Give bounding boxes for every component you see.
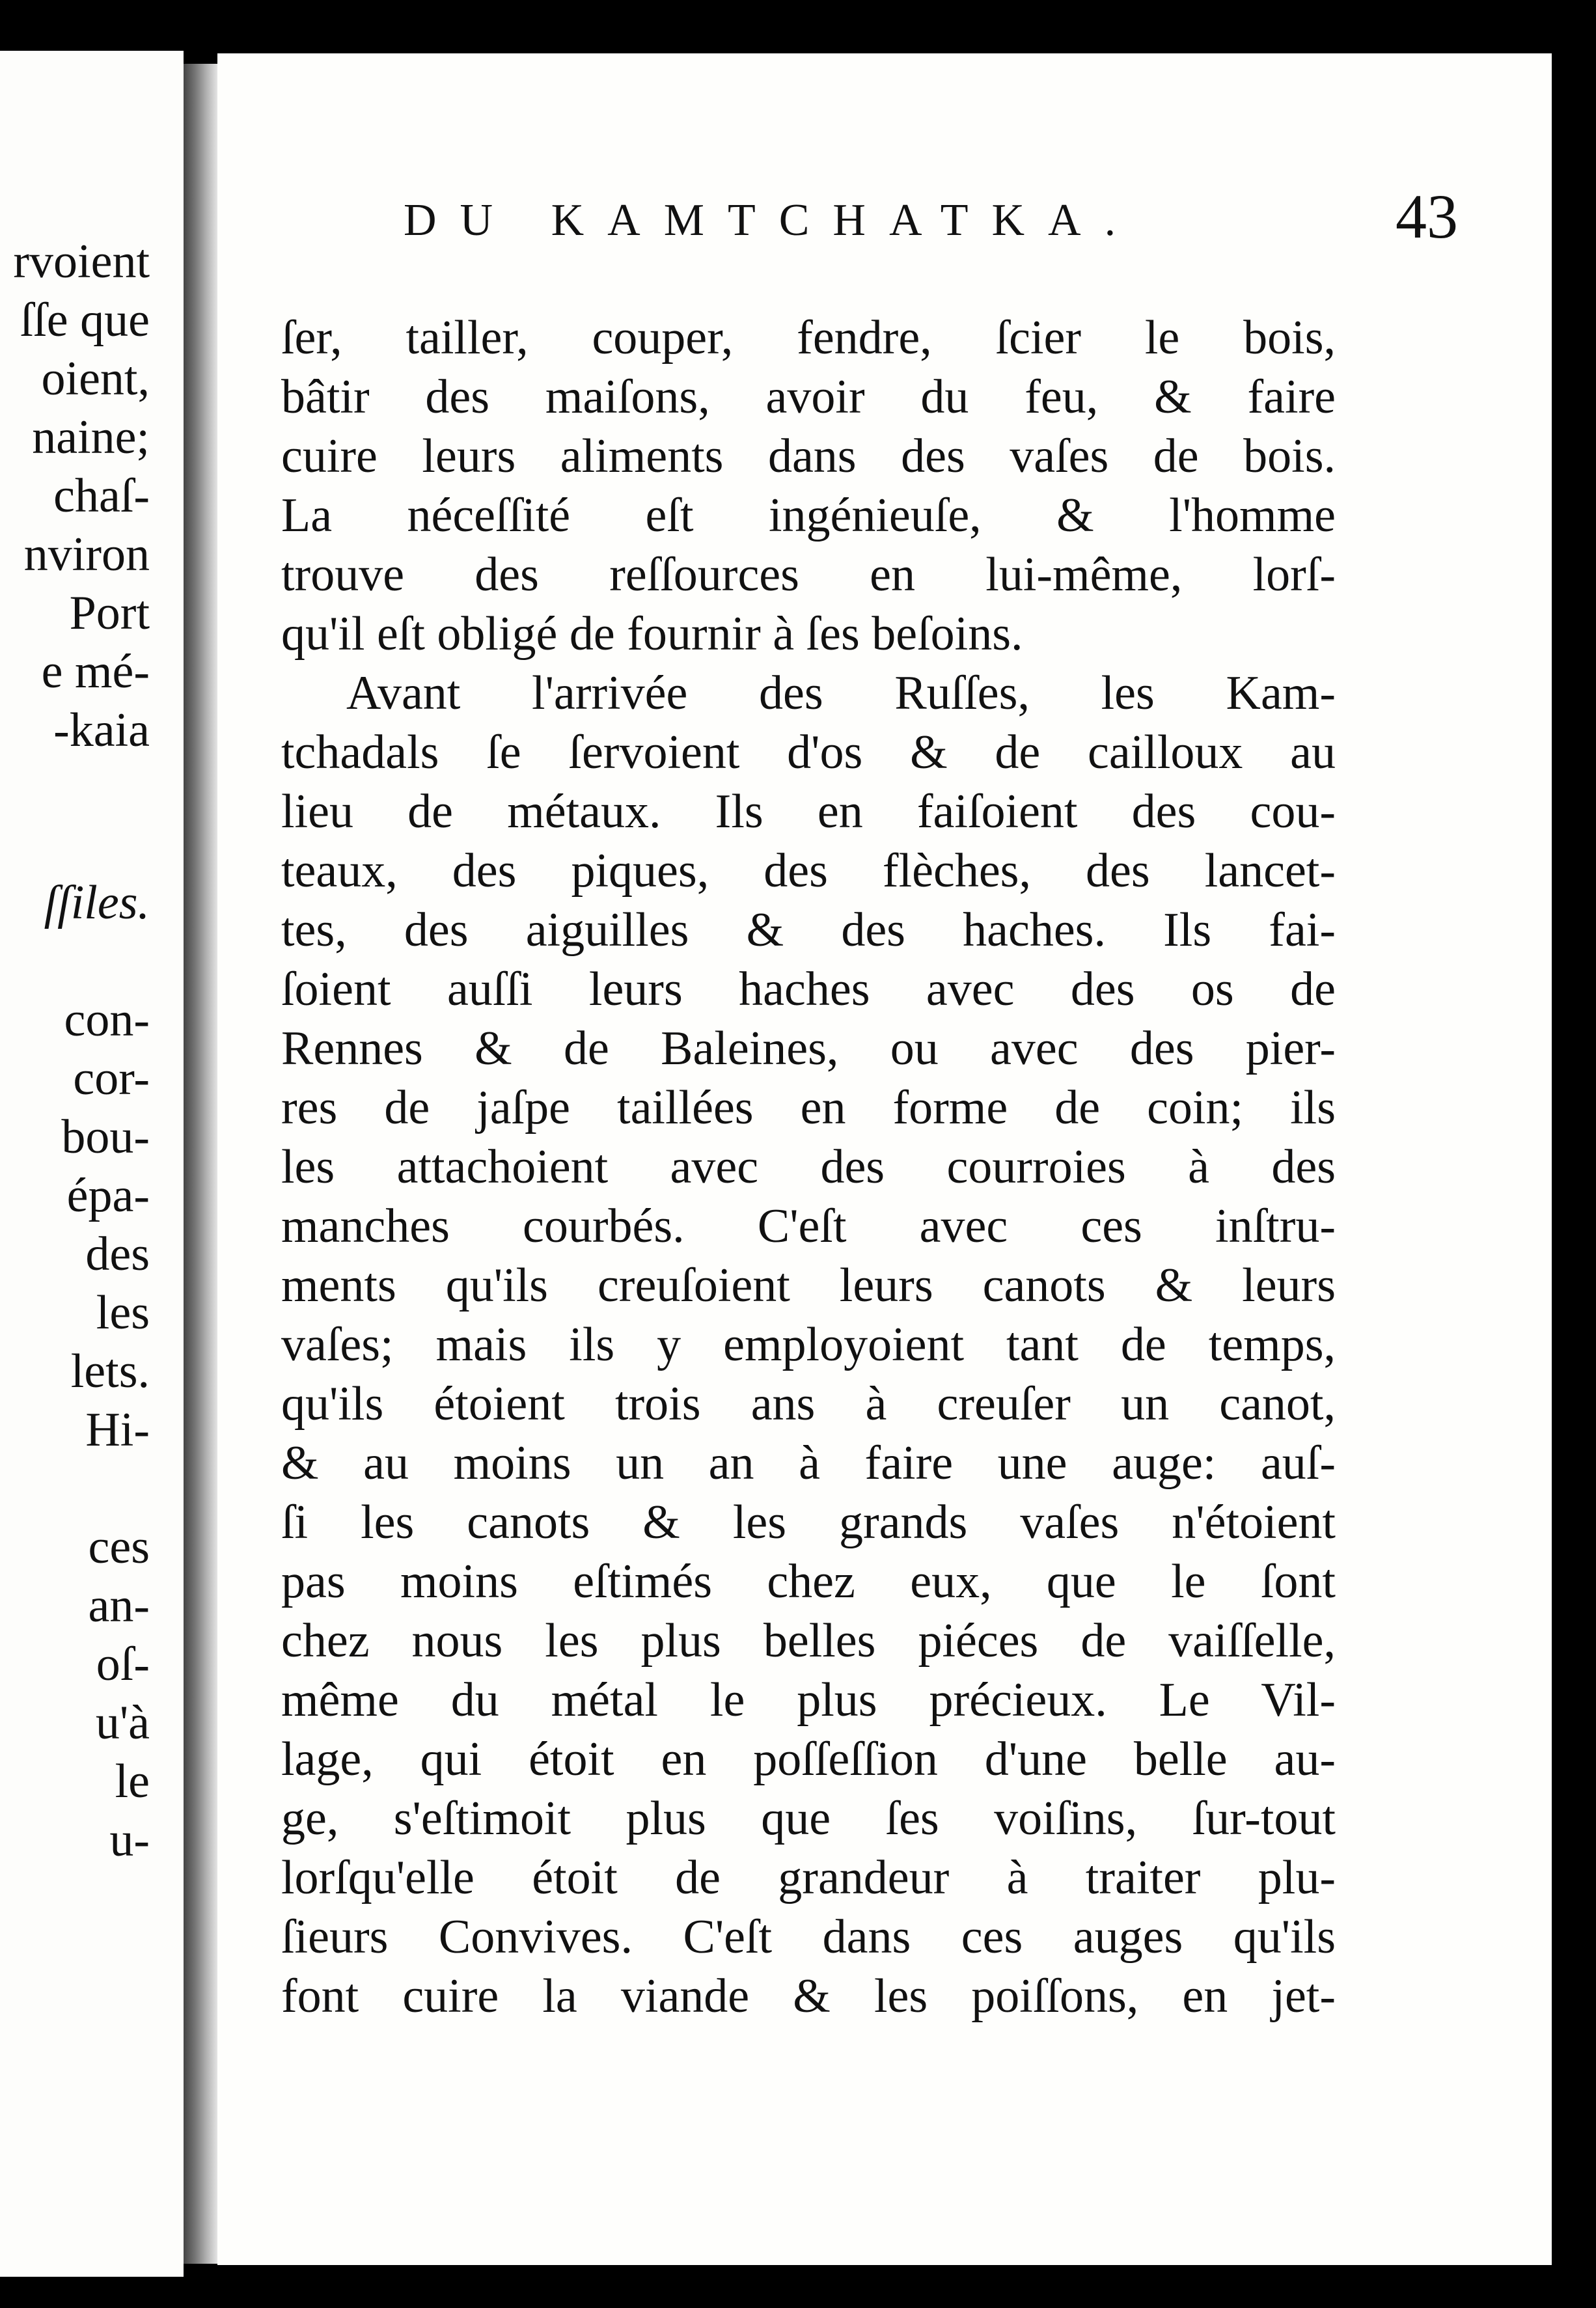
text-line: chez nous les plus belles piéces de vaiſſelle, (281, 1614, 1336, 1668)
text-line: qu'ils étoient trois ans à creuſer un canot, (281, 1377, 1336, 1431)
facing-page-text-fragment: Port (69, 586, 150, 640)
facing-page-text-fragment: les (96, 1286, 150, 1339)
facing-page-text-fragment: oſ- (96, 1638, 150, 1691)
facing-page-text-fragment: u'à (95, 1696, 150, 1750)
text-line: & au moins un an à faire une auge: auſ- (281, 1436, 1336, 1490)
text-line: ſi les canots & les grands vaſes n'étoient (281, 1496, 1336, 1549)
text-line: lorſqu'elle étoit de grandeur à traiter plu- (281, 1851, 1336, 1904)
facing-page-text-fragment: ces (88, 1520, 150, 1574)
running-title: DU KAMTCHATKA. (404, 195, 1140, 245)
facing-page-text-fragment: naine; (32, 411, 150, 464)
body-text (281, 309, 1336, 2026)
facing-page-text-fragment: bou- (61, 1110, 150, 1164)
facing-page-text-fragment: rvoient (13, 235, 150, 288)
facing-page-text-fragment: nviron (23, 528, 150, 581)
book-gutter (184, 64, 217, 2264)
text-line: res de jaſpe taillées en forme de coin; ils (281, 1081, 1336, 1134)
text-line: lage, qui étoit en poſſeſſion d'une belle au- (281, 1733, 1336, 1786)
text-line: pas moins eſtimés chez eux, que le ſont (281, 1555, 1336, 1608)
facing-page-text-fragment: oient, (41, 352, 150, 405)
facing-page-text-fragment: u- (109, 1813, 150, 1867)
text-line: lieu de métaux. Ils en faiſoient des cou- (281, 785, 1336, 838)
facing-page-text-fragment: Hi- (85, 1403, 150, 1457)
facing-page-text-fragment: ſſe que (20, 294, 150, 347)
facing-page-text-fragment: ſſiles. (44, 876, 150, 929)
text-line: ſoient auſſi leurs haches avec des os de (281, 963, 1336, 1016)
facing-page-text-fragment: an- (88, 1579, 150, 1632)
text-line: ge, s'eſtimoit plus que ſes voiſins, ſur-tout (281, 1792, 1336, 1845)
text-line: tchadals ſe ſervoient d'os & de cailloux au (281, 726, 1336, 779)
facing-page-text-fragment: chaſ- (53, 469, 150, 523)
text-line: bâtir des maiſons, avoir du feu, & faire (281, 370, 1336, 424)
facing-page-text-fragment: épa- (66, 1169, 150, 1222)
text-line: ſer, tailler, couper, fendre, ſcier le bois, (281, 311, 1336, 364)
facing-page-text-fragment: e mé- (41, 645, 150, 698)
text-line: La néceſſité eſt ingénieuſe, & l'homme (281, 489, 1336, 542)
facing-page-text-fragment: des (85, 1228, 150, 1281)
running-head (404, 180, 1458, 258)
facing-page-left (0, 51, 184, 2277)
text-line: trouve des reſſources en lui-même, lorſ- (281, 548, 1336, 601)
page-number: 43 (1396, 182, 1458, 251)
text-line: cuire leurs aliments dans des vaſes de bois. (281, 430, 1336, 483)
text-line: les attachoient avec des courroies à des (281, 1140, 1336, 1194)
text-line: Avant l'arrivée des Ruſſes, les Kam- (346, 666, 1336, 720)
facing-page-text-fragment: con- (64, 993, 150, 1047)
facing-page-text-fragment: le (115, 1755, 150, 1808)
text-line: font cuire la viande & les poiſſons, en jet- (281, 1970, 1336, 2023)
text-line: manches courbés. C'eſt avec ces inſtru- (281, 1200, 1336, 1253)
text-line: ments qu'ils creuſoient leurs canots & leurs (281, 1259, 1336, 1312)
facing-page-text-fragment: lets. (70, 1345, 150, 1398)
text-line: Rennes & de Baleines, ou avec des pier- (281, 1022, 1336, 1075)
facing-page-text-fragment: -kaia (53, 704, 150, 757)
text-line: teaux, des piques, des flèches, des lancet- (281, 844, 1336, 898)
text-line: tes, des aiguilles & des haches. Ils fai- (281, 903, 1336, 957)
text-line: ſieurs Convives. C'eſt dans ces auges qu'ils (281, 1910, 1336, 1964)
book-page-right (217, 53, 1552, 2265)
text-line: même du métal le plus précieux. Le Vil- (281, 1673, 1336, 1727)
text-line: vaſes; mais ils y employoient tant de temps, (281, 1318, 1336, 1371)
text-line: qu'il eſt obligé de fournir à ſes beſoins. (281, 607, 1023, 661)
facing-page-text-fragment: cor- (73, 1052, 150, 1105)
